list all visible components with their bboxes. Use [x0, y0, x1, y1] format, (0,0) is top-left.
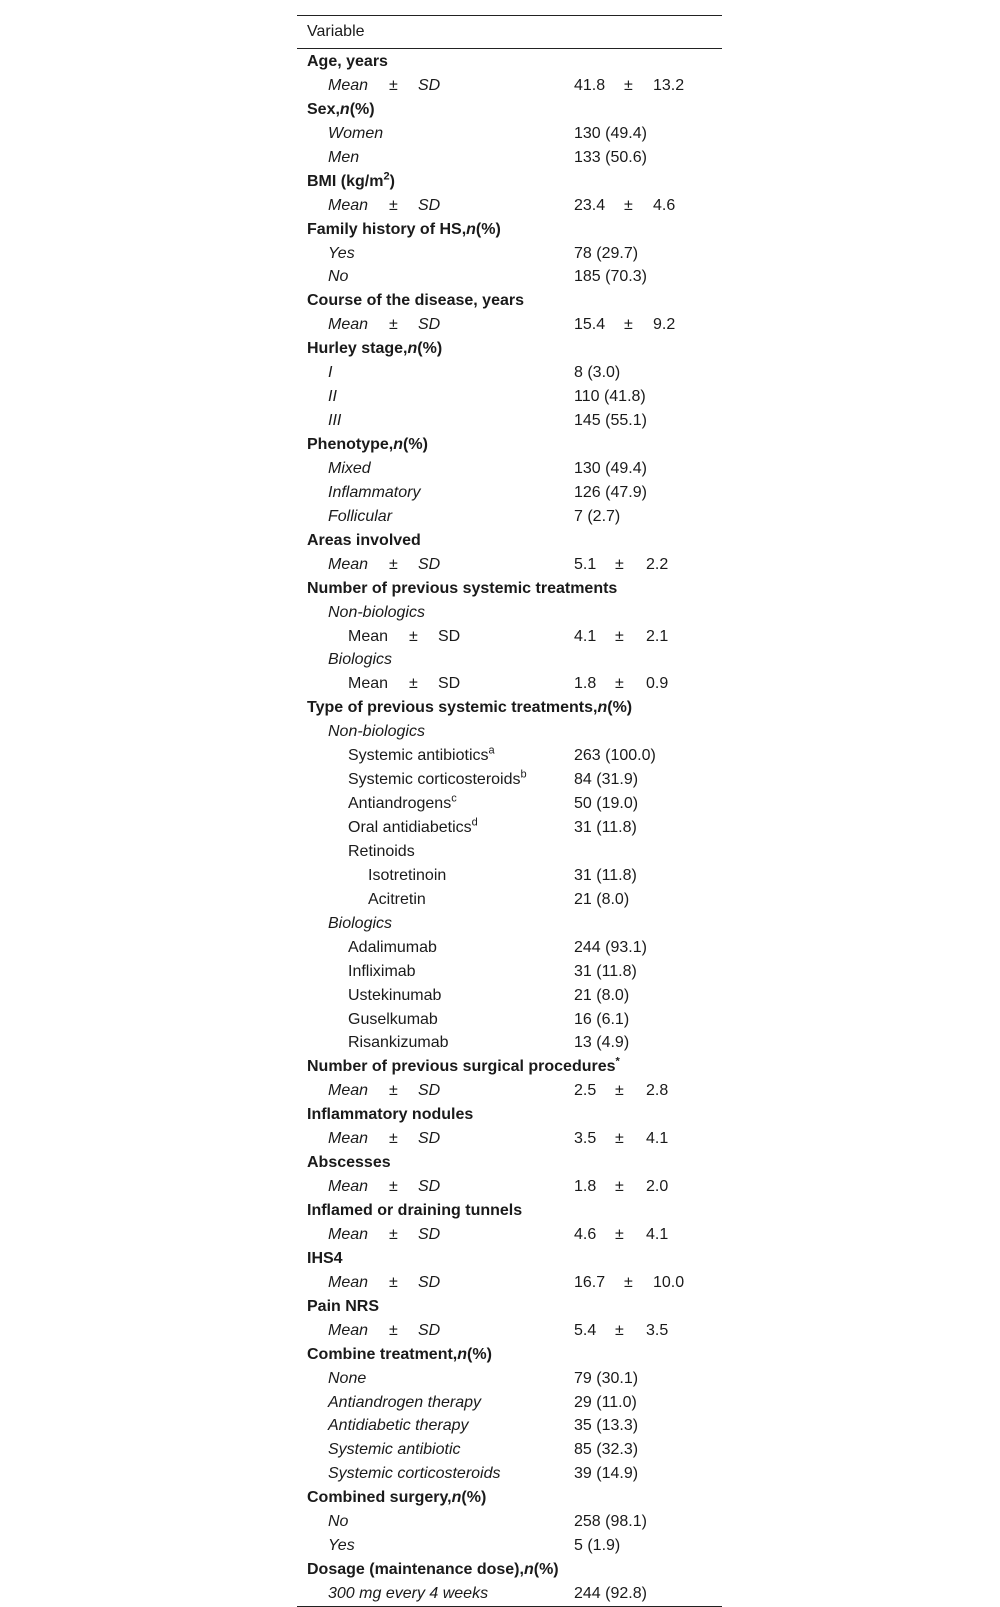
row-label-n: n [466, 220, 476, 238]
row-label [328, 720, 425, 744]
mean-value: 4.6 [574, 1225, 597, 1243]
mean-label: Mean [328, 1321, 369, 1339]
table-row [297, 361, 722, 385]
plus-minus-sign: ± [389, 1321, 398, 1339]
plus-minus-sign: ± [389, 1225, 398, 1243]
row-label-text: Sex, [307, 100, 340, 118]
table-row [297, 265, 722, 289]
row-label-text: Course of the disease, years [307, 292, 524, 310]
mean-label: Mean [328, 1130, 369, 1148]
table-row [297, 792, 722, 816]
row-label [328, 912, 392, 936]
row-value: 31 (11.8) [574, 866, 637, 884]
table-row [297, 1534, 722, 1558]
table-section-row [297, 433, 722, 457]
sd-label: SD [418, 555, 441, 573]
table-row [297, 409, 722, 433]
row-label [307, 1151, 391, 1175]
mean-label: Mean [328, 1082, 369, 1100]
row-label [328, 1582, 488, 1606]
row-label-text: Biologics [328, 914, 393, 932]
mean-label: Mean [328, 316, 369, 334]
row-label-text: Non-biologics [328, 603, 425, 621]
row-label-text: Risankizumab [348, 1034, 449, 1052]
table-row [297, 840, 722, 864]
mean-label: Mean [348, 675, 389, 693]
row-label-text: III [328, 412, 342, 430]
plus-minus-sign: ± [389, 1273, 398, 1291]
row-label [328, 409, 341, 433]
sd-value: 4.1 [646, 1225, 669, 1243]
plus-minus-sign: ± [615, 1130, 624, 1148]
mean-value: 23.4 [574, 196, 606, 214]
table-row [297, 984, 722, 1008]
plus-minus-sign: ± [615, 1225, 624, 1243]
row-label-text: Retinoids [348, 842, 415, 860]
row-value: 8 (3.0) [574, 364, 621, 382]
footnote-marker: d [471, 816, 478, 829]
plus-minus-sign: ± [624, 1273, 633, 1291]
row-label-n: n [393, 436, 404, 453]
row-label [307, 529, 421, 553]
table-section-row [297, 170, 722, 194]
table-section-row [297, 529, 722, 553]
row-label-n: n [523, 1561, 534, 1579]
sd-value: 13.2 [653, 76, 685, 94]
footnote-marker: a [488, 744, 495, 757]
row-label [307, 1486, 486, 1510]
table-row [297, 1031, 722, 1055]
row-label [307, 1295, 379, 1319]
row-label-tail: (%) [349, 100, 375, 118]
table-row [297, 1510, 722, 1534]
table-row [297, 1462, 722, 1486]
sd-label: SD [438, 627, 461, 645]
row-value: 110 (41.8) [574, 388, 646, 406]
sd-label: SD [418, 316, 441, 334]
row-label-text: Number of previous systemic treatments [307, 579, 618, 597]
mean-value: 5.1 [574, 555, 597, 573]
table-row [297, 1271, 722, 1295]
row-label [328, 1462, 501, 1486]
plus-minus-sign: ± [409, 675, 418, 693]
table-row [297, 864, 722, 888]
row-label-text: Family history of HS, [307, 220, 467, 238]
mean-label: Mean [328, 555, 369, 573]
characteristics-table [297, 15, 722, 1607]
row-label-text: Dosage (maintenance dose), [307, 1561, 524, 1579]
table-section-row [297, 337, 722, 361]
row-label-tail: (%) [607, 699, 633, 717]
mean-value: 15.4 [574, 316, 606, 334]
row-label [307, 1343, 492, 1367]
table-row [297, 720, 722, 744]
row-label-text: Oral antidiabetics [348, 819, 472, 836]
row-label [328, 1510, 348, 1534]
row-value: 21 (8.0) [574, 890, 630, 908]
row-label-text: IHS4 [307, 1249, 343, 1267]
table-row [297, 960, 722, 984]
sd-value: 4.6 [653, 196, 676, 214]
table-row [297, 1438, 722, 1462]
row-label [328, 385, 337, 409]
plus-minus-sign: ± [615, 1082, 624, 1100]
row-label-n: n [597, 699, 608, 717]
row-label [307, 1247, 343, 1271]
table-row [297, 1319, 722, 1343]
plus-minus-sign: ± [389, 316, 398, 334]
sd-label: SD [418, 1321, 441, 1339]
table-section-row [297, 1343, 722, 1367]
footnote-marker: c [451, 792, 457, 805]
table-row [297, 744, 722, 768]
row-label [307, 1103, 473, 1127]
table-row [297, 146, 722, 170]
table-row [297, 1079, 722, 1103]
row-label-text: Inflammatory [328, 483, 421, 501]
sd-value: 3.5 [646, 1321, 669, 1339]
sd-label: SD [418, 1082, 441, 1100]
table-section-row [297, 696, 722, 720]
mean-value: 16.7 [574, 1273, 606, 1291]
sd-label: SD [418, 1225, 441, 1243]
column-header-variable: Variable [297, 16, 722, 49]
sd-value: 10.0 [653, 1273, 685, 1291]
row-value: 244 (93.1) [574, 938, 647, 956]
row-label [307, 433, 428, 457]
row-label-text: Yes [328, 244, 355, 262]
mean-label: Mean [328, 1178, 369, 1196]
mean-value: 4.1 [574, 627, 597, 645]
row-label-text: 300 mg every 4 weeks [328, 1585, 489, 1602]
row-value: 50 (19.0) [574, 795, 639, 813]
row-label-tail: ) [389, 172, 395, 190]
table-row [297, 601, 722, 625]
row-label-text: Pain NRS [307, 1297, 380, 1315]
row-label-text: Type of previous systemic treatments, [307, 699, 598, 717]
row-label [307, 1055, 620, 1079]
row-value: 126 (47.9) [574, 483, 647, 501]
mean-label: Mean [328, 196, 369, 214]
row-label [368, 888, 426, 912]
row-label [328, 361, 332, 385]
row-value: 35 (13.3) [574, 1417, 639, 1435]
row-label-text: Men [328, 148, 360, 166]
row-label-text: Non-biologics [328, 723, 425, 741]
row-label-text: Yes [328, 1537, 355, 1555]
row-value: 244 (92.8) [574, 1585, 647, 1602]
row-label-n: n [407, 340, 418, 358]
sd-label: SD [418, 196, 441, 214]
table-row [297, 1367, 722, 1391]
table-section-row [297, 1295, 722, 1319]
row-label [328, 146, 359, 170]
row-label [348, 816, 478, 840]
row-label-text: Abscesses [307, 1154, 391, 1172]
row-label-text: BMI (kg/m [307, 172, 384, 190]
sd-label: SD [438, 675, 461, 693]
table-row [297, 194, 722, 218]
sd-label: SD [418, 76, 441, 94]
mean-label: Mean [328, 76, 369, 94]
row-label [328, 505, 392, 529]
row-value: 85 (32.3) [574, 1441, 639, 1459]
table-section-row [297, 1247, 722, 1271]
row-label-text: Number of previous surgical procedures [307, 1058, 616, 1076]
row-label-text: Hurley stage, [307, 340, 408, 358]
table-row [297, 481, 722, 505]
row-label [328, 1438, 461, 1462]
row-label [307, 1558, 559, 1582]
row-label [307, 218, 501, 242]
mean-value: 1.8 [574, 675, 597, 693]
sd-value: 2.0 [646, 1178, 669, 1196]
row-label-n: n [457, 1345, 468, 1363]
row-label [328, 1367, 366, 1391]
mean-value: 1.8 [574, 1178, 597, 1196]
row-label-tail: (%) [403, 436, 428, 453]
row-value: 31 (11.8) [574, 962, 637, 980]
row-value: 16 (6.1) [574, 1010, 630, 1028]
mean-label: Mean [328, 1273, 369, 1291]
row-label-text: Adalimumab [348, 938, 437, 956]
row-label [348, 744, 495, 768]
row-value: 185 (70.3) [574, 268, 647, 286]
row-label [328, 122, 383, 146]
row-value: 79 (30.1) [574, 1369, 639, 1387]
row-label [348, 768, 527, 792]
table-row [297, 672, 722, 696]
table-row [297, 816, 722, 840]
row-value: 21 (8.0) [574, 986, 630, 1004]
row-label-text: Systemic corticosteroids [328, 1465, 501, 1483]
table-row [297, 1582, 722, 1606]
row-label [307, 98, 375, 122]
row-label-text: I [328, 364, 333, 382]
row-value: 130 (49.4) [574, 124, 647, 142]
table-row [297, 385, 722, 409]
row-label-tail: (%) [417, 340, 443, 358]
table-section-row [297, 577, 722, 601]
sd-value: 2.2 [646, 555, 669, 573]
mean-label: Mean [348, 627, 389, 645]
row-label [348, 960, 416, 984]
row-label-text: None [328, 1369, 367, 1387]
plus-minus-sign: ± [615, 555, 624, 573]
row-value: 78 (29.7) [574, 244, 639, 262]
row-value: 5 (1.9) [574, 1537, 621, 1555]
table-row [297, 1223, 722, 1247]
footnote-marker: b [520, 768, 527, 781]
table-section-row [297, 1055, 722, 1079]
row-label-text: Biologics [328, 651, 393, 669]
row-value: 133 (50.6) [574, 148, 647, 166]
row-label-text: Women [328, 124, 384, 142]
sd-value: 2.1 [646, 627, 669, 645]
table-section-row [297, 1486, 722, 1510]
table-row [297, 1175, 722, 1199]
row-value: 84 (31.9) [574, 771, 639, 789]
row-label-text: Systemic antibiotic [328, 1441, 461, 1459]
row-label-text: Systemic antibiotics [348, 747, 489, 765]
row-value: 29 (11.0) [574, 1393, 637, 1411]
table-row [297, 1008, 722, 1032]
table-body [297, 49, 722, 1606]
row-label [328, 1391, 481, 1415]
table-row [297, 74, 722, 98]
plus-minus-sign: ± [624, 76, 633, 94]
row-value: 13 (4.9) [574, 1034, 630, 1052]
row-label [348, 1031, 448, 1055]
row-value: 7 (2.7) [574, 507, 621, 525]
row-value: 130 (49.4) [574, 459, 647, 477]
table-row [297, 648, 722, 672]
plus-minus-sign: ± [389, 555, 398, 573]
row-label-text: Antidiabetic therapy [328, 1417, 469, 1435]
sd-label: SD [418, 1130, 441, 1148]
table-row [297, 912, 722, 936]
table-section-row [297, 1151, 722, 1175]
table-row [297, 1391, 722, 1415]
row-value: 31 (11.8) [574, 819, 637, 836]
row-label [348, 792, 457, 816]
table-row [297, 1127, 722, 1151]
row-label-text: Antiandrogen therapy [328, 1393, 481, 1411]
table-row [297, 888, 722, 912]
row-label-text: Acitretin [368, 890, 426, 908]
row-label-text: No [328, 268, 349, 286]
row-label-text: Ustekinumab [348, 986, 442, 1004]
plus-minus-sign: ± [389, 1178, 398, 1196]
row-label-text: Age, years [307, 53, 388, 70]
row-label-text: Areas involved [307, 531, 421, 549]
table-section-row [297, 1558, 722, 1582]
row-label [307, 170, 395, 194]
row-label-text: Inflammatory nodules [307, 1106, 474, 1124]
row-label [348, 936, 437, 960]
row-label [328, 242, 355, 266]
row-value: 258 (98.1) [574, 1513, 647, 1531]
table-section-row [297, 98, 722, 122]
plus-minus-sign: ± [615, 1321, 624, 1339]
row-label-text: Mixed [328, 459, 371, 477]
row-label-text: Follicular [328, 507, 393, 525]
row-label [307, 696, 632, 720]
footnote-marker: * [615, 1056, 620, 1069]
sd-value: 9.2 [653, 316, 676, 334]
row-label-tail: (%) [467, 1345, 492, 1363]
row-value: 263 (100.0) [574, 747, 656, 765]
sd-value: 0.9 [646, 675, 669, 693]
row-label-text: Infliximab [348, 962, 416, 980]
row-label [307, 50, 388, 74]
row-label [307, 577, 617, 601]
row-label [307, 1199, 522, 1223]
table-section-row [297, 289, 722, 313]
row-label [368, 864, 446, 888]
mean-value: 5.4 [574, 1321, 597, 1339]
row-label-text: Systemic corticosteroids [348, 771, 521, 789]
row-label-n: n [451, 1489, 462, 1507]
row-label-tail: (%) [533, 1561, 559, 1579]
row-label-text: Isotretinoin [368, 866, 447, 884]
table-section-row [297, 218, 722, 242]
mean-value: 2.5 [574, 1082, 597, 1100]
sd-value: 2.8 [646, 1082, 669, 1100]
table-row [297, 122, 722, 146]
plus-minus-sign: ± [624, 316, 633, 334]
table-row [297, 313, 722, 337]
mean-value: 3.5 [574, 1130, 597, 1148]
row-label [328, 601, 425, 625]
row-label [307, 337, 442, 361]
mean-label: Mean [328, 1225, 369, 1243]
row-label-text: II [328, 388, 337, 406]
plus-minus-sign: ± [615, 675, 624, 693]
row-label-text: Combine treatment, [307, 1345, 458, 1363]
row-label [328, 481, 420, 505]
row-label-text: No [328, 1513, 349, 1531]
row-label-n: n [339, 100, 350, 118]
plus-minus-sign: ± [615, 1178, 624, 1196]
row-label [328, 265, 348, 289]
table-section-row [297, 1103, 722, 1127]
plus-minus-sign: ± [389, 1130, 398, 1148]
row-label-tail: (%) [475, 220, 501, 238]
row-label [348, 840, 415, 864]
plus-minus-sign: ± [624, 196, 633, 214]
plus-minus-sign: ± [409, 627, 418, 645]
table-row [297, 936, 722, 960]
plus-minus-sign: ± [615, 627, 624, 645]
table-row [297, 553, 722, 577]
plus-minus-sign: ± [389, 196, 398, 214]
row-label [328, 1534, 355, 1558]
table-row [297, 768, 722, 792]
row-value: 39 (14.9) [574, 1465, 639, 1483]
row-label [348, 984, 441, 1008]
sd-value: 4.1 [646, 1130, 669, 1148]
row-label-text: Combined surgery, [307, 1489, 452, 1507]
table-row [297, 457, 722, 481]
row-label-tail: (%) [461, 1489, 487, 1507]
row-label [348, 1008, 438, 1032]
plus-minus-sign: ± [389, 76, 398, 94]
row-label-text: Inflamed or draining tunnels [307, 1202, 523, 1219]
sd-label: SD [418, 1273, 441, 1291]
row-label [328, 457, 371, 481]
row-label-text: Antiandrogens [348, 795, 452, 813]
footnote-marker: 2 [383, 170, 390, 183]
table-section-row [297, 50, 722, 74]
row-label-text: Guselkumab [348, 1010, 438, 1028]
row-label [328, 648, 392, 672]
table-section-row [297, 1199, 722, 1223]
table-row [297, 625, 722, 649]
plus-minus-sign: ± [389, 1082, 398, 1100]
row-label [328, 1414, 469, 1438]
row-label-text: Phenotype, [307, 436, 394, 453]
table-row [297, 505, 722, 529]
mean-value: 41.8 [574, 76, 606, 94]
row-label [307, 289, 524, 313]
table-row [297, 1414, 722, 1438]
row-value: 145 (55.1) [574, 412, 647, 430]
table-row [297, 242, 722, 266]
sd-label: SD [418, 1178, 441, 1196]
